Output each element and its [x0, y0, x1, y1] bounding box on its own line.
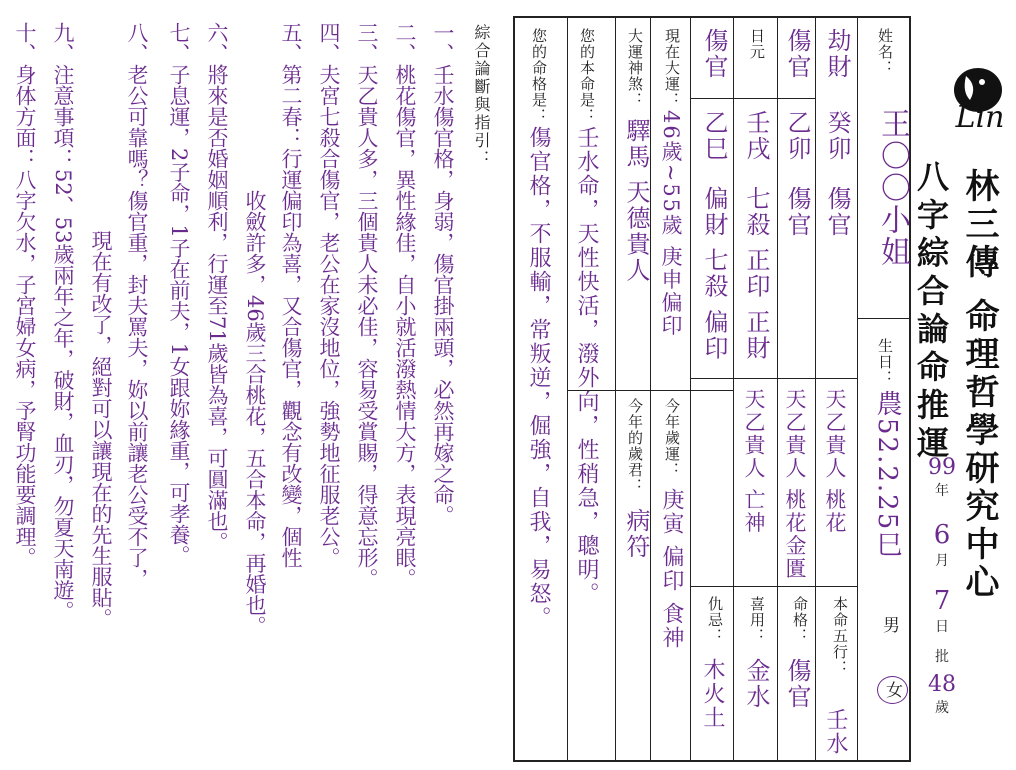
- date-month-label: 月: [935, 553, 949, 569]
- favorable-label: 喜用：: [748, 596, 766, 644]
- note-line-6: 收斂許多，46歲三合桃花，五合本命，再婚也。: [243, 190, 267, 637]
- year-lord-label: 今年的歲君：: [626, 398, 644, 494]
- logo-text: Lin: [955, 100, 1005, 135]
- luck-spirit-label: 大運神煞：: [626, 28, 644, 108]
- pillar-year-notes: 天乙貴人 桃花: [823, 388, 847, 535]
- five-elements-value: 壬水: [823, 708, 848, 756]
- gender-male: 男: [879, 616, 899, 634]
- pattern2-value: 傷官格，不服輸，常叛逆，倔強，自我，易怒。: [526, 126, 551, 630]
- pillar-hour-god: 傷官: [700, 28, 728, 80]
- life-value: 壬水命，天性快活，潑外向，性稍急，聰明。: [574, 126, 599, 606]
- note-line-12: 十、身体方面：八字欠水，子宮婦女病，予腎功能要調理。: [13, 22, 37, 568]
- pillar-hour-hidden: 偏財 七殺 偏印: [700, 186, 728, 362]
- pillar-month-stem-branch: 乙卯: [783, 110, 811, 162]
- note-line-5: 五、第二春：行運偏印為喜，又合傷官，觀念有改變，個性: [279, 22, 303, 568]
- date-day: 7: [933, 586, 951, 616]
- center-name: 林三傳 命理哲學研究中心: [959, 168, 999, 602]
- pillar-day-notes: 天乙貴人 亡神: [742, 388, 766, 535]
- pillar-day-stem-branch: 壬戌: [742, 110, 770, 162]
- birth-chart-form: [513, 16, 911, 762]
- date-line: [920, 455, 964, 717]
- gender-female-circled: 女: [877, 676, 908, 704]
- enemy-label: 仇忌：: [706, 596, 724, 644]
- birth-label: 生日：: [876, 338, 894, 386]
- current-luck-label: 現在大運：: [663, 28, 681, 108]
- year-lord-value: 病符: [622, 508, 650, 560]
- favorable-value: 金水: [742, 658, 770, 710]
- day-master-label: 日元: [748, 28, 766, 60]
- age-label: 歲: [935, 700, 949, 716]
- note-line-9: 八、老公可靠嗎？傷官重，封夫罵夫，妳以前讓老公受不了，: [125, 22, 149, 589]
- year-luck-label: 今年歲運：: [663, 398, 681, 478]
- five-elements-label: 本命五行：: [831, 596, 849, 676]
- date-batch-label: 批: [935, 649, 949, 665]
- pattern-label: 命格：: [791, 596, 809, 644]
- date-year-label: 年: [935, 483, 949, 499]
- note-line-11: 九、注意事項：52、53歲兩年之年，破財，血刃，勿夏天南遊。: [51, 22, 75, 622]
- note-line-8: 七、子息運，2子命，1子在前夫，1女跟妳緣重，可孝養。: [167, 22, 191, 567]
- enemy-value: 木火土: [700, 658, 725, 730]
- pillar-year-stem-branch: 癸卯: [823, 110, 851, 162]
- current-luck-value: 46歲~55歲 庚申偏印: [659, 110, 683, 338]
- date-day-label: 日: [935, 619, 949, 635]
- name-value: 王〇〇小姐: [875, 108, 910, 268]
- date-month: 6: [933, 520, 951, 550]
- luck-spirit-value: 驛馬 天德貴人: [622, 118, 650, 284]
- pillar-month-hidden: 傷官: [783, 186, 811, 238]
- name-label: 姓名：: [876, 28, 894, 76]
- note-line-10: 現在有改了，絕對可以讓現在的先生服貼。: [89, 230, 113, 629]
- birth-value: 農52.2.25巳: [872, 390, 902, 560]
- pillar-year-god: 劫財: [823, 28, 851, 80]
- pillar-hour-stem-branch: 乙巳: [700, 110, 728, 162]
- year-luck-value: 庚寅 偏印 食神: [659, 488, 684, 650]
- report-title: 八字綜合論命推運: [912, 160, 950, 464]
- note-line-3: 三、天乙貴人多，三個貴人未必佳，容易受賞賜，得意忘形。: [355, 22, 379, 589]
- pattern-value: 傷官: [783, 658, 811, 710]
- age-value: 48: [928, 672, 956, 697]
- note-line-7: 六、將來是否婚姻順利，行運至71歲皆為喜，可圓滿也。: [205, 22, 229, 553]
- pillar-year-hidden: 傷官: [823, 186, 851, 238]
- pillar-month-notes: 天乙貴人 桃花金匱: [783, 388, 807, 581]
- pillar-day-hidden: 七殺 正印 正財: [742, 186, 770, 362]
- note-line-1: 一、壬水傷官格，身弱，傷官掛兩頭，必然再嫁之命。: [431, 22, 455, 526]
- date-year: 99: [928, 455, 956, 480]
- notes-title: 綜合論斷與指引：: [472, 24, 491, 168]
- pillar-month-god: 傷官: [783, 28, 811, 80]
- pattern2-label: 您的命格是：: [530, 28, 548, 124]
- note-line-4: 四、夫宮七殺合傷官，老公在家沒地位，強勢地征服老公。: [317, 22, 341, 568]
- life-label: 您的本命是：: [578, 28, 596, 124]
- note-line-2: 二、桃花傷官，異性緣佳，自小就活潑熱情大方，表現亮眼。: [393, 22, 417, 589]
